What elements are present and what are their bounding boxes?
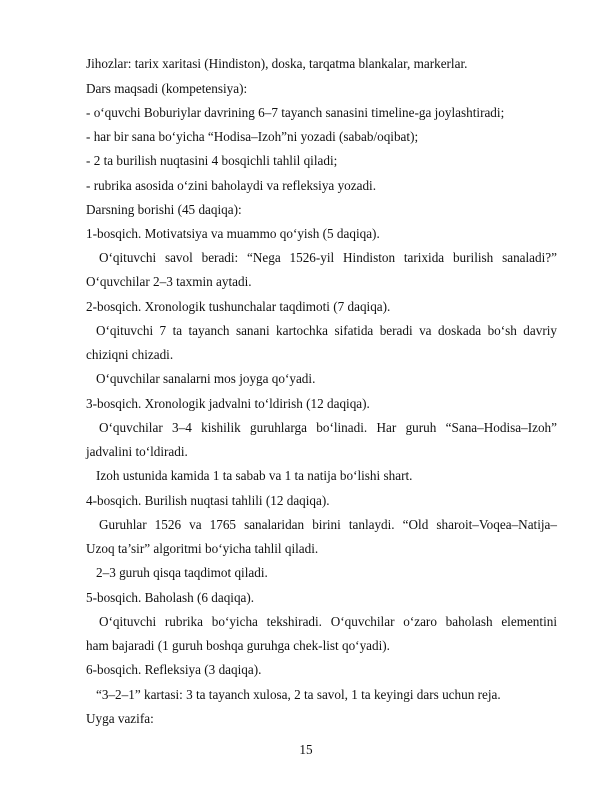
stage-1-paragraph-line-2: O‘quvchilar 2–3 taxmin aytadi. xyxy=(86,274,252,289)
stage-4-heading: 4-bosqich. Burilish nuqtasi tahlili (12 daqiqa). xyxy=(86,493,330,508)
stage-6-paragraph: “3–2–1” kartasi: 3 ta tayanch xulosa, 2 ta savol, 1 ta keyingi dars uchun reja. xyxy=(96,687,501,702)
homework-heading: Uyga vazifa: xyxy=(86,711,154,726)
equipment-line: Jihozlar: tarix xaritasi (Hindiston), doska, tarqatma blankalar, markerlar. xyxy=(86,56,468,71)
lesson-flow-heading: Darsning borishi (45 daqiqa): xyxy=(86,202,242,217)
stage-5-paragraph-line-1: O‘qituvchi rubrika bo‘yicha tekshiradi. O‘quvchilar o‘zaro baholash elementini xyxy=(99,614,557,629)
stage-2-heading: 2-bosqich. Xronologik tushunchalar taqdimoti (7 daqiqa). xyxy=(86,299,391,314)
stage-2-paragraph-line-2: chiziqni chizadi. xyxy=(86,347,174,362)
stage-4-paragraph-line-1: Guruhlar 1526 va 1765 sanalaridan birini tanlaydi. “Old sharoit–Voqea–Natija– xyxy=(99,517,557,532)
stage-1-paragraph-line-1: O‘qituvchi savol beradi: “Nega 1526-yil Hindiston tarixida burilish sanaladi?” xyxy=(99,250,557,265)
stage-3-paragraph-line-1: O‘quvchilar 3–4 kishilik guruhlarga bo‘linadi. Har guruh “Sana–Hodisa–Izoh” xyxy=(99,420,557,435)
goal-item-1: - o‘quvchi Boburiylar davrining 6–7 tayanch sanasini timeline-ga joylashtiradi; xyxy=(86,105,505,120)
stage-3-paragraph-2: Izoh ustunida kamida 1 ta sabab va 1 ta natija bo‘lishi shart. xyxy=(96,468,413,483)
goal-item-2: - har bir sana bo‘yicha “Hodisa–Izoh”ni yozadi (sabab/oqibat); xyxy=(86,129,419,144)
stage-2-paragraph-line-1: O‘qituvchi 7 ta tayanch sanani kartochka sifatida beradi va doskada bo‘sh davriy xyxy=(96,323,557,338)
stage-5-heading: 5-bosqich. Baholash (6 daqiqa). xyxy=(86,590,255,605)
stage-4-paragraph-2: 2–3 guruh qisqa taqdimot qiladi. xyxy=(96,565,268,580)
stage-3-heading: 3-bosqich. Xronologik jadvalni to‘ldirish (12 daqiqa). xyxy=(86,396,370,411)
stage-1-heading: 1-bosqich. Motivatsiya va muammo qo‘yish (5 daqiqa). xyxy=(86,226,380,241)
stage-3-paragraph-line-2: jadvalini to‘ldiradi. xyxy=(86,444,188,459)
lesson-goal-heading: Dars maqsadi (kompetensiya): xyxy=(86,81,248,96)
stage-4-paragraph-line-2: Uzoq ta’sir” algoritmi bo‘yicha tahlil qiladi. xyxy=(86,541,319,556)
stage-2-paragraph-2: O‘quvchilar sanalarni mos joyga qo‘yadi. xyxy=(96,371,316,386)
stage-5-paragraph-line-2: ham bajaradi (1 guruh boshqa guruhga chek-list qo‘yadi). xyxy=(86,638,390,653)
goal-item-4: - rubrika asosida o‘zini baholaydi va refleksiya yozadi. xyxy=(86,178,377,193)
stage-6-heading: 6-bosqich. Refleksiya (3 daqiqa). xyxy=(86,662,262,677)
goal-item-3: - 2 ta burilish nuqtasini 4 bosqichli tahlil qiladi; xyxy=(86,153,338,168)
page-number: 15 xyxy=(299,742,313,757)
